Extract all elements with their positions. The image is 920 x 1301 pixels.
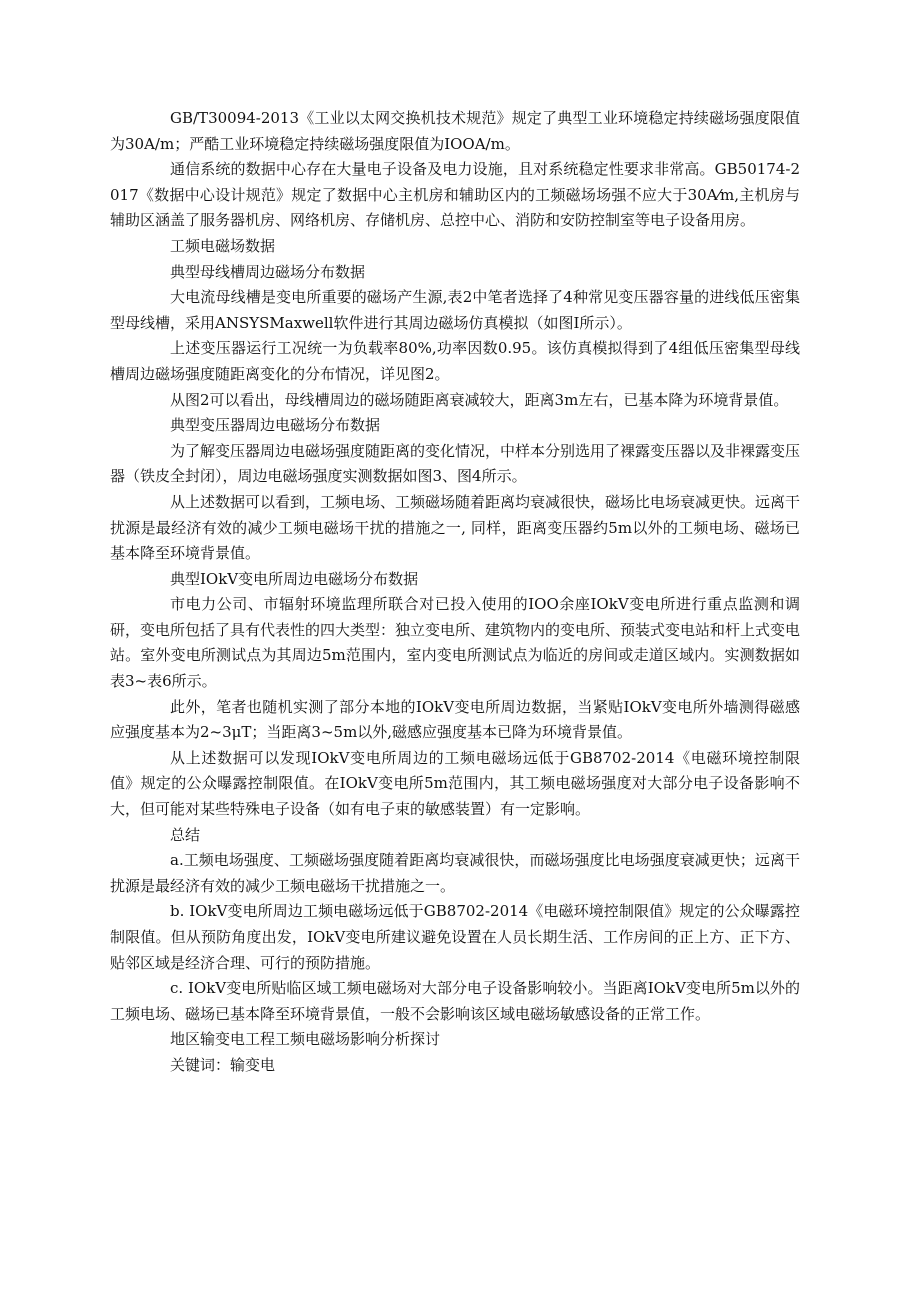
paragraph-transformer-conditions: 上述变压器运行工况统一为负载率80%,功率因数0.95。该仿真模拟得到了4组低压密集型母线槽周边磁场强度随距离变化的分布情况，详见图2。 bbox=[110, 339, 800, 383]
heading-transformer-field: 典型变压器周边电磁场分布数据 bbox=[170, 416, 381, 435]
paragraph-figure-2-conclusion: 从图2可以看出，母线槽周边的磁场随距离衰减较大，距离3m左右，已基本降为环境背景值。 bbox=[170, 390, 789, 409]
heading-busway-magnetic-field: 典型母线槽周边磁场分布数据 bbox=[170, 262, 366, 281]
heading-summary: 总结 bbox=[170, 825, 201, 844]
paragraph-transformer-conclusion: 从上述数据可以看到，工频电场、工频磁场随着距离均衰减很快，磁场比电场衰减更快。远离干扰源是最经济有效的减少工频电磁场干扰的措施之一, 同样，距离变压器约5m以外的工频电场、磁场已基本降至环境背景值。 bbox=[110, 492, 801, 563]
paragraph-transformer-measurement: 为了解变压器周边电磁场强度随距离的变化情况，中样本分别选用了裸露变压器以及非裸露变压器（铁皮全封闭），周边电磁场强度实测数据如图3、图4所示。 bbox=[110, 441, 801, 486]
heading-10kv-substation-field: 典型IOkV变电所周边电磁场分布数据 bbox=[170, 569, 419, 588]
paragraph-substation-survey: 市电力公司、市辐射环境监理所联合对已投入使用的IOO余座IOkV变电所进行重点监测和调研，变电所包括了具有代表性的四大类型：独立变电所、建筑物内的变电所、预装式变电站和杆上式变电站。室外变电所测试点为其周边5m范围内，室内变电所测试点为临近的房间或走道区域内。实测数据如表3~表6所示。 bbox=[110, 595, 801, 691]
paragraph-busway-simulation: 大电流母线槽是变电所重要的磁场产生源,表2中笔者选择了4种常见变压器容量的进线低压密集型母线槽，采用ANSYSMaxwell软件进行其周边磁场仿真模拟（如图I所示）。 bbox=[110, 288, 800, 332]
keywords-line: 关键词：输变电 bbox=[170, 1055, 276, 1074]
paragraph-local-measurement: 此外，笔者也随机实测了部分本地的IOkV变电所周边数据，当紧贴IOkV变电所外墙测得磁感应强度基本为2~3μT；当距离3~5m以外,磁感应强度基本已降为环境背景值。 bbox=[110, 697, 800, 742]
document-body bbox=[110, 106, 800, 1079]
paragraph-industrial-ethernet-standard: GB/T30094-2013《工业以太网交换机技术规范》规定了典型工业环境稳定持续磁场强度限值为30A/m；严酷工业环境稳定持续磁场强度限值为IOOA/m。 bbox=[110, 109, 800, 153]
summary-item-a: a.工频电场强度、工频磁场强度随着距离均衰减很快，而磁场强度比电场强度衰减更快；远离干扰源是最经济有效的减少工频电磁场干扰措施之一。 bbox=[110, 851, 800, 895]
paragraph-substation-conclusion: 从上述数据可以发现IOkV变电所周边的工频电磁场远低于GB8702-2014《电磁环境控制限值》规定的公众曝露控制限值。在IOkV变电所5m范围内，其工频电磁场强度对大部分电子设备影响不大，但可能对某些特殊电子设备（如有电子束的敏感装置）有一定影响。 bbox=[110, 748, 800, 819]
summary-item-b: b. IOkV变电所周边工频电磁场远低于GB8702-2014《电磁环境控制限值》规定的公众曝露控制限值。但从预防角度出发，IOkV变电所建议避免设置在人员长期生活、工作房间的正上方、正下方、贴邻区域是经济合理、可行的预防措施。 bbox=[110, 902, 800, 972]
next-article-title: 地区输变电工程工频电磁场影响分析探讨 bbox=[170, 1030, 441, 1049]
heading-power-frequency-data: 工频电磁场数据 bbox=[170, 236, 276, 255]
summary-item-c: c. IOkV变电所贴临区域工频电磁场对大部分电子设备影响较小。当距离IOkV变电所5m以外的工频电场、磁场已基本降至环境背景值，一般不会影响该区域电磁场敏感设备的正常工作。 bbox=[110, 979, 800, 1023]
paragraph-data-center-standard: 通信系统的数据中心存在大量电子设备及电力设施，且对系统稳定性要求非常高。GB50174-2017《数据中心设计规范》规定了数据中心主机房和辅助区内的工频磁场场强不应大于30A⁄m,主机房与辅助区涵盖了服务器机房、网络机房、存储机房、总控中心、消防和安防控制室等电子设备用房。 bbox=[110, 160, 800, 230]
